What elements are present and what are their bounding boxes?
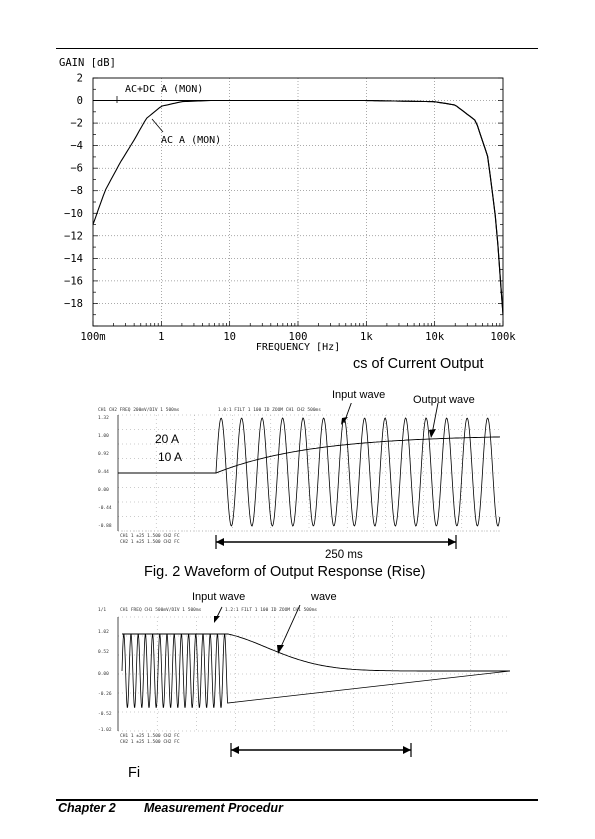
y-axis-title: GAIN [dB] bbox=[59, 57, 116, 69]
y-tick-label: −2 bbox=[70, 117, 83, 130]
x-tick-label: 1 bbox=[158, 331, 165, 343]
footer-title: Measurement Procedur bbox=[144, 801, 283, 815]
svg-text:1.0:1 FILT 1 100 ID ZOOM C: 1.0:1 FILT 1 100 ID ZOOM CH1 CH2 500ms bbox=[218, 408, 321, 413]
level-20a-label: 20 A bbox=[155, 432, 180, 446]
duration-left-arrowhead bbox=[231, 746, 239, 754]
svg-text:1.00: 1.00 bbox=[98, 434, 109, 439]
duration-right-arrowhead bbox=[403, 746, 411, 754]
svg-text:-1.02: -1.02 bbox=[98, 728, 112, 733]
x-tick-label: 100k bbox=[490, 331, 516, 343]
x-tick-label: 10k bbox=[425, 331, 445, 343]
header-rule bbox=[56, 48, 538, 49]
y-tick-label: 0 bbox=[76, 95, 83, 108]
y-tick-label: −12 bbox=[64, 230, 83, 243]
scope-header-text bbox=[98, 607, 317, 745]
duration-label: 250 ms bbox=[325, 549, 363, 561]
x-tick-label: 1k bbox=[360, 331, 373, 343]
svg-text:-0.88: -0.88 bbox=[98, 524, 112, 529]
y-tick-label: −14 bbox=[64, 252, 83, 265]
duration-right-arrowhead bbox=[448, 538, 456, 546]
svg-text:1/1: 1/1 bbox=[98, 608, 107, 613]
chart-grid bbox=[93, 78, 503, 326]
fig2-output-label: Output wave bbox=[413, 394, 475, 406]
svg-text:-0.26: -0.26 bbox=[98, 692, 112, 697]
svg-text:CH1 CH2 FREQ 200mV/DIV 1 50: CH1 CH2 FREQ 200mV/DIV 1 500ms bbox=[98, 408, 180, 413]
svg-text:CH1 1 ±25 1.500 CH2 FC: CH1 1 ±25 1.500 CH2 FC bbox=[120, 534, 180, 539]
svg-text:0.00: 0.00 bbox=[98, 488, 109, 493]
y-tick-label: −10 bbox=[64, 207, 83, 220]
label-acdc: AC+DC A (MON) bbox=[125, 84, 204, 95]
x-tick-label: 10 bbox=[223, 331, 236, 343]
svg-text:1.2:1 FILT 1 100 ID ZOOM C: 1.2:1 FILT 1 100 ID ZOOM CH1 500ms bbox=[225, 608, 318, 613]
duration-left-arrowhead bbox=[216, 538, 224, 546]
output-wave-arrowhead bbox=[429, 429, 436, 438]
frequency-response-chart bbox=[55, 52, 525, 357]
figure1-caption: cs of Current Output bbox=[353, 356, 484, 372]
svg-text:-0.52: -0.52 bbox=[98, 712, 112, 717]
svg-text:0.44: 0.44 bbox=[98, 470, 109, 475]
fig3-input-label: Input wave bbox=[192, 591, 246, 603]
svg-text:0.00: 0.00 bbox=[98, 672, 109, 677]
oscilloscope-rise bbox=[90, 403, 510, 553]
x-tick-label: 100m bbox=[80, 331, 106, 343]
y-tick-labels bbox=[64, 73, 83, 310]
footer-rule bbox=[56, 799, 538, 801]
svg-text:1.32: 1.32 bbox=[98, 416, 109, 421]
y-tick-label: −18 bbox=[64, 297, 83, 310]
svg-text:1.02: 1.02 bbox=[98, 630, 109, 635]
oscilloscope-fall bbox=[90, 605, 515, 765]
y-tick-label: 2 bbox=[76, 72, 83, 85]
footer-chapter: Chapter 2 bbox=[58, 801, 116, 815]
fig2-input-label: Input wave bbox=[332, 389, 386, 401]
figure2-caption: Fig. 2 Waveform of Output Response (Rise) bbox=[144, 564, 426, 580]
svg-text:CH2 1 ±25 1.500 CH2 FC: CH2 1 ±25 1.500 CH2 FC bbox=[120, 540, 180, 545]
level-10a-label: 10 A bbox=[158, 450, 183, 464]
svg-text:CH1 FREQ CH1 500mV/DIV 1 50: CH1 FREQ CH1 500mV/DIV 1 500ms bbox=[120, 608, 202, 613]
y-tick-label: −4 bbox=[70, 140, 83, 153]
svg-text:0.52: 0.52 bbox=[98, 650, 109, 655]
svg-text:CH2 1 ±25 1.500 CH2 FC: CH2 1 ±25 1.500 CH2 FC bbox=[120, 740, 180, 745]
y-tick-label: −16 bbox=[64, 275, 83, 288]
y-tick-label: −8 bbox=[70, 185, 83, 198]
label-ac: AC A (MON) bbox=[161, 135, 222, 146]
input-wave-arrowhead bbox=[214, 616, 220, 623]
svg-text:-0.44: -0.44 bbox=[98, 506, 112, 511]
svg-text:CH1 1 ±25 1.500 CH2 FC: CH1 1 ±25 1.500 CH2 FC bbox=[120, 734, 180, 739]
x-tick-label: 100 bbox=[288, 331, 308, 343]
svg-text:0.92: 0.92 bbox=[98, 452, 109, 457]
y-tick-label: −6 bbox=[70, 162, 83, 175]
figure3-caption: Fi bbox=[128, 765, 141, 781]
x-axis-title: FREQUENCY [Hz] bbox=[255, 342, 341, 353]
fig3-output-label: wave bbox=[311, 591, 337, 603]
